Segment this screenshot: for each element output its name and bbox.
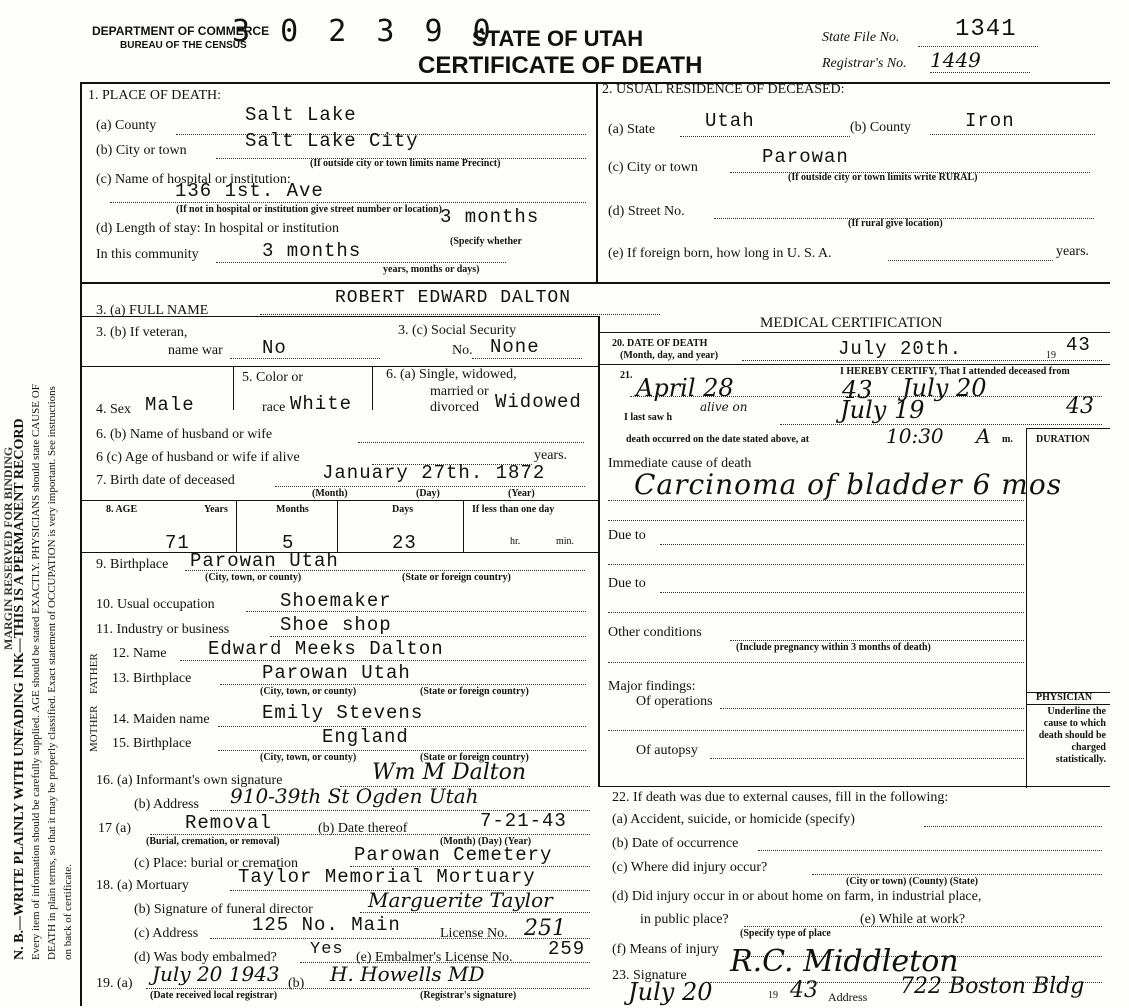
spouse-age-label: 6 (c) Age of husband or wife if alive xyxy=(96,450,300,465)
res-county-label: (b) County xyxy=(850,120,912,135)
mother-birthplace-value: England xyxy=(322,726,409,748)
father-tag: FATHER xyxy=(88,653,100,694)
registrar-sig-note: (Registrar's signature) xyxy=(420,990,517,1001)
mother-name-label: 14. Maiden name xyxy=(112,712,210,727)
hours-label: hr. xyxy=(510,536,521,547)
age-days-value: 23 xyxy=(392,532,417,554)
marital-label-2: married or xyxy=(430,384,489,399)
birth-day-note: (Day) xyxy=(416,488,440,499)
embalmed-value: Yes xyxy=(310,940,344,959)
birth-date-value: January 27th. 1872 xyxy=(322,462,546,484)
disposition-label: 17 (a) xyxy=(98,821,132,836)
disposition-value: Removal xyxy=(185,812,272,834)
industry-label: 11. Industry or business xyxy=(96,622,230,637)
birth-month-note: (Month) xyxy=(312,488,348,499)
received-date: July 20 1943 xyxy=(152,962,280,986)
physician-box-title: PHYSICIAN xyxy=(1036,692,1093,703)
physician-address: 722 Boston Bldg xyxy=(900,974,1085,999)
birthplace-value: Parowan Utah xyxy=(190,550,339,572)
last-saw-year: 43 xyxy=(1066,394,1094,419)
mother-name-value: Emily Stevens xyxy=(262,702,424,724)
full-name-label: 3. (a) FULL NAME xyxy=(96,303,209,318)
death-occurred-label: death occurred on the date stated above, at xyxy=(626,434,810,445)
registrar-signature: H. Howells MD xyxy=(330,962,485,986)
operations-label: Of operations xyxy=(636,694,713,709)
age-years-value: 71 xyxy=(165,532,190,554)
birthplace-label: 9. Birthplace xyxy=(96,557,169,572)
major-findings-label: Major findings: xyxy=(608,679,696,694)
community-note: years, months or days) xyxy=(383,264,480,275)
physician-box-text: Underline the cause to which death should be charged statistically. xyxy=(1038,706,1106,765)
physician-sig-date: July 20 xyxy=(628,978,713,1006)
margin-binding-note: MARGIN RESERVED FOR BINDING xyxy=(1,446,15,650)
disposition-date-value: 7-21-43 xyxy=(480,810,567,832)
ext-home-label: (d) Did injury occur in or about home on farm, in industrial place, xyxy=(612,889,982,904)
marital-label-3: divorced xyxy=(430,400,479,415)
license-label: License No. xyxy=(440,926,508,941)
dod-year: 43 xyxy=(1066,334,1091,356)
mother-tag: MOTHER xyxy=(88,705,100,752)
mortuary-address-value: 125 No. Main xyxy=(252,914,401,936)
spouse-name-label: 6. (b) Name of husband or wife xyxy=(96,427,273,442)
state-file-label: State File No. xyxy=(822,30,900,45)
registrar-label: Registrar's No. xyxy=(822,56,907,71)
ext-work-label: (e) While at work? xyxy=(860,912,966,927)
months-label: Months xyxy=(276,504,309,515)
dod-sub-label: (Month, day, and year) xyxy=(620,350,719,361)
due-to-label-2: Due to xyxy=(608,576,646,591)
res-state-value: Utah xyxy=(705,110,755,132)
minutes-label: min. xyxy=(556,536,575,547)
state-title: STATE OF UTAH xyxy=(472,26,644,51)
res-street-note: (If rural give location) xyxy=(848,218,943,229)
marital-value: Widowed xyxy=(495,391,582,413)
ext-where-note: (City or town) (County) (State) xyxy=(846,876,979,887)
father-bp-note-state: (State or foreign country) xyxy=(420,686,529,697)
dod-label: 20. DATE OF DEATH xyxy=(612,338,708,349)
ext-where-label: (c) Where did injury occur? xyxy=(612,860,768,875)
death-county-label: (a) County xyxy=(96,118,157,133)
father-name-label: 12. Name xyxy=(112,646,167,661)
hospital-label: (c) Name of hospital or institution: xyxy=(96,172,291,187)
birth-date-label: 7. Birth date of deceased xyxy=(96,473,235,488)
duration-label: DURATION xyxy=(1036,434,1090,445)
director-signature: Marguerite Taylor xyxy=(368,888,553,912)
marital-label: 6. (a) Single, widowed, xyxy=(386,367,517,382)
veteran-value: No xyxy=(262,337,287,359)
age-months-value: 5 xyxy=(282,532,295,554)
ext-date-label: (b) Date of occurrence xyxy=(612,836,739,851)
ext-means-label: (f) Means of injury xyxy=(612,942,719,957)
death-city-note: (If outside city or town limits name Precinct) xyxy=(310,158,501,169)
community-value: 3 months xyxy=(262,240,362,262)
birthplace-note-state: (State or foreign country) xyxy=(402,572,511,583)
other-conditions-label: Other conditions xyxy=(608,625,702,640)
dod-value: July 20th. xyxy=(838,338,963,360)
physician-address-label: Address xyxy=(828,990,868,1004)
days-label: Days xyxy=(392,504,414,515)
autopsy-label: Of autopsy xyxy=(636,743,698,758)
veteran-label: 3. (b) If veteran, xyxy=(96,325,188,340)
industry-value: Shoe shop xyxy=(280,614,392,636)
residence-heading: 2. USUAL RESIDENCE OF DECEASED: xyxy=(602,82,845,97)
medical-heading: MEDICAL CERTIFICATION xyxy=(760,315,943,331)
physician-sig-year: 43 xyxy=(790,978,818,1003)
father-name-value: Edward Meeks Dalton xyxy=(208,638,444,660)
race-label: race xyxy=(262,400,286,415)
death-time-m: m. xyxy=(1002,434,1013,445)
stay-label: (d) Length of stay: In hospital or institution xyxy=(96,221,340,236)
other-conditions-note: (Include pregnancy within 3 months of death) xyxy=(736,642,931,653)
occupation-label: 10. Usual occupation xyxy=(96,597,215,612)
mortuary-label: 18. (a) Mortuary xyxy=(96,878,189,893)
father-bp-note-city: (City, town, or county) xyxy=(260,686,357,697)
death-time: 10:30 xyxy=(886,424,944,448)
margin-instructions-2: DEATH in plain terms, so that it may be properly classified. Exact statement of OCCUPATION is very important. See instructions xyxy=(46,386,58,960)
veteran-sub-label: name war xyxy=(168,343,223,358)
physician-signature: R.C. Middleton xyxy=(730,944,959,979)
years-label: Years xyxy=(204,504,228,515)
place-of-death-heading: 1. PLACE OF DEATH: xyxy=(88,88,222,103)
res-foreign-suffix: years. xyxy=(1056,244,1090,259)
ssn-sub-label: No. xyxy=(452,343,473,358)
margin-instructions-3: on back of certificate. xyxy=(62,864,74,960)
birthplace-note-city: (City, town, or county) xyxy=(205,572,302,583)
occupation-value: Shoemaker xyxy=(280,590,392,612)
death-time-ampm: A xyxy=(976,424,991,448)
last-saw-him: alive on xyxy=(700,400,748,414)
ext-public-label: in public place? xyxy=(640,912,729,927)
state-file-number: 1341 xyxy=(955,16,1017,43)
father-birthplace-label: 13. Birthplace xyxy=(112,671,192,686)
community-label: In this community xyxy=(96,247,199,262)
certify-text: I HEREBY CERTIFY, That I attended deceased from xyxy=(840,366,1070,377)
res-county-value: Iron xyxy=(965,110,1015,132)
last-saw-label: I last saw h xyxy=(624,412,673,423)
embalmer-license-value: 259 xyxy=(548,938,586,960)
external-causes-label: 22. If death was due to external causes, fill in the following: xyxy=(612,790,949,805)
sex-value: Male xyxy=(145,394,195,416)
mortuary-value: Taylor Memorial Mortuary xyxy=(238,866,536,888)
age-label: 8. AGE xyxy=(106,504,138,515)
stamp-number: 3 0 2 3 9 0 xyxy=(232,14,497,49)
res-foreign-label: (e) If foreign born, how long in U. S. A. xyxy=(608,246,832,261)
ext-accident-label: (a) Accident, suicide, or homicide (specify) xyxy=(612,812,855,827)
race-value: White xyxy=(290,393,353,415)
mother-bp-note-state: (State or foreign country) xyxy=(420,752,529,763)
bureau-label: BUREAU OF THE CENSUS xyxy=(120,40,247,51)
ssn-value: None xyxy=(490,336,540,358)
physician-sig-label: 23. Signature xyxy=(612,968,687,983)
embalmed-label: (d) Was body embalmed? xyxy=(134,950,277,965)
embalmer-license-label: (e) Embalmer's License No. xyxy=(356,950,513,965)
due-to-label-1: Due to xyxy=(608,528,646,543)
immediate-cause-label: Immediate cause of death xyxy=(608,456,752,471)
certificate-title: CERTIFICATE OF DEATH xyxy=(418,52,703,79)
burial-place-label: (c) Place: burial or cremation xyxy=(134,856,299,871)
full-name-value: ROBERT EDWARD DALTON xyxy=(335,288,572,308)
attended-from-year: 43 xyxy=(842,376,873,404)
received-note: (Date received local registrar) xyxy=(150,990,278,1001)
last-saw-date: July 19 xyxy=(840,396,925,424)
received-label: 19. (a) xyxy=(96,976,133,991)
res-street-label: (d) Street No. xyxy=(608,204,685,219)
margin-instructions-1: Every item of information should be carefully supplied. AGE should be stated EXACTLY. PHYSICIANS should state CAUSE OF xyxy=(30,384,42,960)
registrar-number: 1449 xyxy=(930,48,981,72)
dod-year-prefix: 19 xyxy=(1046,350,1056,361)
margin-warning: N. B.—WRITE PLAINLY WITH UNFADING INK—THIS IS A PERMANENT RECORD xyxy=(12,418,27,960)
stay-value: 3 months xyxy=(440,206,540,228)
certify-number: 21. xyxy=(620,370,633,381)
physician-sig-year-prefix: 19 xyxy=(768,990,778,1001)
disposition-date-note: (Month) (Day) (Year) xyxy=(440,836,532,847)
mother-bp-note-city: (City, town, or county) xyxy=(260,752,357,763)
informant-address-label: (b) Address xyxy=(134,797,199,812)
immediate-cause-value: Carcinoma of bladder 6 mos xyxy=(634,468,1063,501)
res-city-label: (c) City or town xyxy=(608,160,698,175)
res-state-label: (a) State xyxy=(608,122,656,137)
mortuary-address-label: (c) Address xyxy=(134,926,199,941)
hospital-note: (If not in hospital or institution give street number or location) xyxy=(176,204,442,215)
license-value: 251 xyxy=(524,916,566,941)
hospital-value: 136 1st. Ave xyxy=(175,180,324,202)
color-label: 5. Color or xyxy=(242,370,304,385)
attended-to-date: July 20 xyxy=(902,374,987,402)
informant-sig-label: 16. (a) Informant's own signature xyxy=(96,773,283,788)
sex-label: 4. Sex xyxy=(96,402,131,417)
informant-address: 910-39th St Ogden Utah xyxy=(230,784,479,808)
less-than-day-label: If less than one day xyxy=(472,504,555,515)
disposition-date-label: (b) Date thereof xyxy=(318,821,408,836)
director-label: (b) Signature of funeral director xyxy=(134,902,313,917)
mother-birthplace-label: 15. Birthplace xyxy=(112,736,192,751)
res-city-value: Parowan xyxy=(762,146,849,168)
birth-year-note: (Year) xyxy=(508,488,535,499)
death-city-label: (b) City or town xyxy=(96,143,187,158)
attended-from-date: April 28 xyxy=(636,374,734,402)
ssn-label: 3. (c) Social Security xyxy=(398,323,517,338)
ext-place-note: (Specify type of place xyxy=(740,928,831,939)
stay-note: (Specify whether xyxy=(450,236,522,247)
death-county-value: Salt Lake xyxy=(245,104,357,126)
burial-place-value: Parowan Cemetery xyxy=(354,844,553,866)
registrar-sig-label: (b) xyxy=(288,976,305,991)
department-label: DEPARTMENT OF COMMERCE xyxy=(92,24,270,38)
father-birthplace-value: Parowan Utah xyxy=(262,662,411,684)
res-city-note: (If outside city or town limits write RURAL) xyxy=(788,172,978,183)
death-city-value: Salt Lake City xyxy=(245,130,419,152)
spouse-age-suffix: years. xyxy=(534,448,568,463)
disposition-note: (Burial, cremation, or removal) xyxy=(146,836,280,847)
informant-signature: Wm M Dalton xyxy=(372,760,527,785)
